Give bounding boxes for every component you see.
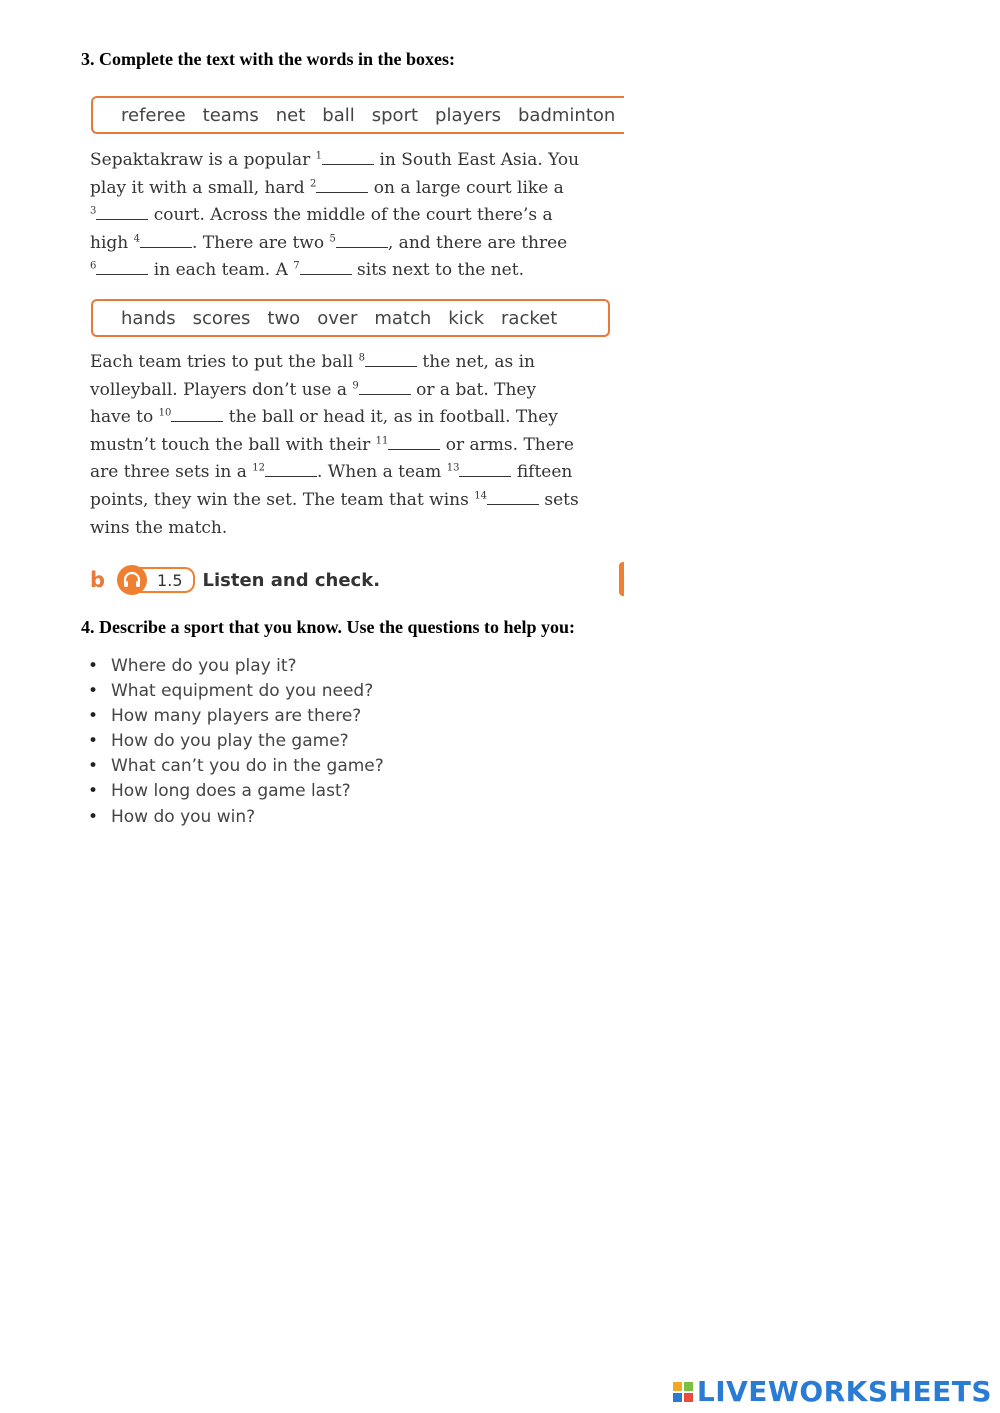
word-box-2-item: racket	[501, 307, 558, 329]
answer-blank[interactable]	[96, 259, 148, 275]
logo-square	[684, 1393, 693, 1402]
text-line: wins the match.	[90, 517, 228, 538]
text-line: are three sets in a $^{12}$ . When a team $^{13}$ fifteen	[90, 462, 573, 483]
word-box-1	[91, 96, 624, 134]
list-item: • How many players are there?	[88, 704, 384, 729]
answer-blank[interactable]	[96, 204, 148, 220]
word-box-2-item: hands	[121, 307, 176, 329]
list-item: • How do you win?	[88, 805, 384, 830]
word-box-2-item: match	[374, 307, 432, 329]
text-line: volleyball. Players don’t use a $^9$ or a bat. They	[90, 379, 537, 400]
list-item: • Where do you play it?	[88, 654, 384, 679]
question-list	[88, 654, 384, 830]
word-box-1-item: teams	[202, 104, 259, 126]
exercise-letter: b	[90, 568, 106, 592]
text-line: points, they win the set. The team that wins $^{14}$ sets	[90, 489, 579, 510]
bullet-icon: •	[88, 806, 99, 827]
answer-blank[interactable]	[316, 177, 368, 193]
text-line: have to $^{10}$ the ball or head it, as in football. They	[90, 407, 558, 428]
text-line: $^6$ in each team. A $^7$ sits next to the net.	[90, 260, 524, 281]
logo-square	[673, 1393, 682, 1402]
bullet-icon: •	[88, 706, 99, 727]
bullet-icon: •	[88, 681, 99, 702]
answer-blank[interactable]	[359, 379, 411, 395]
bullet-icon: •	[88, 656, 99, 676]
answer-blank[interactable]	[300, 259, 352, 275]
word-box-1-item: sport	[371, 104, 419, 126]
exercise-4-heading: 4. Describe a sport that you know. Use the questions to help you:	[81, 617, 576, 637]
text-line: Each team tries to put the ball $^8$ the net, as in	[90, 352, 535, 372]
text-line: high $^4$ . There are two $^5$ , and there are three	[90, 232, 568, 253]
logo-square	[673, 1382, 682, 1391]
word-box-1-item: ball	[322, 104, 355, 126]
text-line: mustn’t touch the ball with their $^{11}$ or arms. There	[90, 434, 574, 455]
bullet-icon: •	[88, 731, 99, 752]
word-box-2	[91, 299, 610, 337]
bullet-icon: •	[88, 781, 99, 802]
answer-blank[interactable]	[140, 232, 192, 248]
liveworksheets-logo-icon	[673, 1382, 693, 1402]
answer-blank[interactable]	[171, 406, 223, 422]
word-box-1-item: badminton	[518, 104, 616, 126]
answer-blank[interactable]	[365, 351, 417, 367]
answer-blank[interactable]	[322, 149, 374, 165]
answer-blank[interactable]	[265, 461, 317, 477]
liveworksheets-brand[interactable]	[673, 1375, 992, 1408]
word-box-2-item: scores	[192, 307, 251, 329]
word-box-1-item: net	[275, 104, 306, 126]
audio-track-number: 1.5	[139, 567, 194, 593]
listen-instruction: Listen and check.	[202, 569, 381, 591]
answer-blank[interactable]	[487, 489, 539, 505]
exercise-3-heading: 3. Complete the text with the words in the boxes:	[81, 49, 455, 69]
answer-blank[interactable]	[459, 461, 511, 477]
paragraph-1	[90, 147, 610, 285]
headphones-icon[interactable]	[117, 565, 147, 595]
bullet-icon: •	[88, 756, 99, 777]
text-line: $^3$ court. Across the middle of the court there’s a	[90, 205, 553, 226]
word-box-2-item: two	[267, 307, 301, 329]
list-item: • How long does a game last?	[88, 779, 384, 804]
text-line: play it with a small, hard $^2$ on a large court like a	[90, 177, 564, 198]
list-item: • What equipment do you need?	[88, 679, 384, 704]
logo-square	[684, 1382, 693, 1391]
list-item: • How do you play the game?	[88, 729, 384, 754]
list-item: • What can’t you do in the game?	[88, 754, 384, 779]
answer-blank[interactable]	[336, 232, 388, 248]
page-edge-mark	[619, 562, 624, 596]
text-line: Sepaktakraw is a popular $^1$ in South East Asia. You	[90, 150, 580, 170]
word-box-1-item: referee	[121, 104, 186, 126]
listen-and-check	[90, 563, 626, 597]
paragraph-2	[90, 349, 610, 542]
word-box-1-item: players	[435, 104, 501, 126]
brand-name: LIVEWORKSHEETS	[696, 1375, 992, 1408]
answer-blank[interactable]	[388, 434, 440, 450]
word-box-2-item: over	[317, 307, 358, 329]
word-box-2-item: kick	[448, 307, 485, 329]
